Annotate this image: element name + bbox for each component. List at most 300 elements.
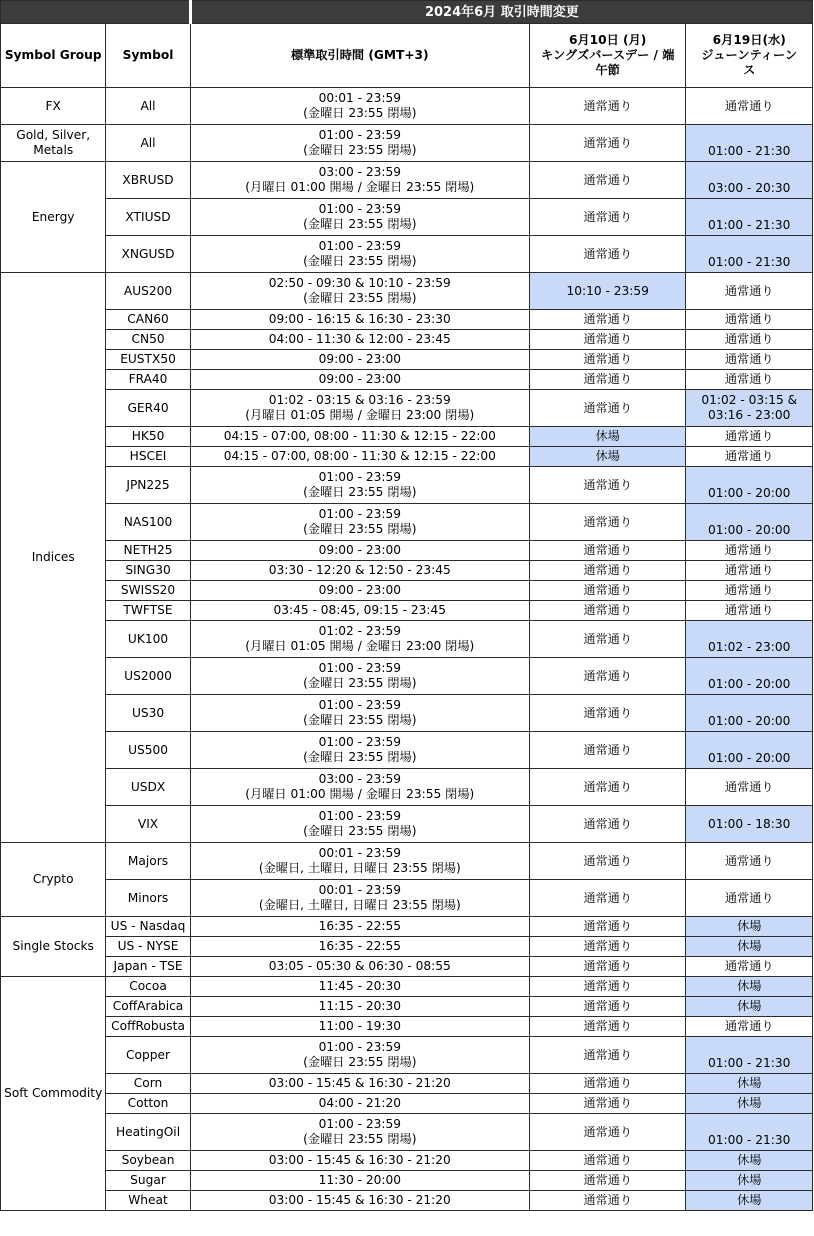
symbol-group-label: Gold, Silver,	[16, 128, 91, 142]
june-19-cell	[686, 390, 813, 427]
standard-hours-line: 01:00 - 23:59	[318, 128, 401, 142]
symbol-cell: Copper	[106, 1037, 190, 1074]
table-row	[1, 997, 813, 1017]
june-10-value: 通常通り	[583, 742, 633, 757]
standard-hours-line: 03:00 - 15:45 & 16:30 - 21:20	[268, 1076, 451, 1090]
symbol-cell: Wheat	[106, 1191, 190, 1211]
june-10-cell	[529, 1171, 686, 1191]
symbol-group-label: Metals	[33, 143, 74, 157]
symbol-cell: AUS200	[106, 273, 190, 310]
june-19-cell	[686, 370, 813, 390]
june-10-cell	[529, 1037, 686, 1074]
symbol-cell: CAN60	[106, 310, 190, 330]
standard-hours-line: 00:01 - 23:59	[318, 91, 401, 105]
june-19-value: 通常通り	[724, 563, 774, 577]
symbol-group-cell	[1, 917, 106, 977]
table-row	[1, 695, 813, 732]
june-10-cell	[529, 125, 686, 162]
june-19-cell	[686, 447, 813, 467]
header-june-19-line: 6月19日(水)	[712, 33, 786, 47]
june-19-value: 通常通り	[724, 283, 774, 298]
june-19-cell	[686, 977, 813, 997]
june-19-value: 01:02 - 23:00	[708, 640, 791, 654]
june-19-cell	[686, 1151, 813, 1171]
june-10-value: 通常通り	[583, 246, 633, 261]
june-10-value: 通常通り	[583, 919, 633, 933]
table-row	[1, 880, 813, 917]
june-10-cell	[529, 273, 686, 310]
june-19-value: 通常通り	[724, 603, 774, 617]
table-row	[1, 561, 813, 581]
june-19-cell	[686, 427, 813, 447]
standard-hours-line: 04:15 - 07:00, 08:00 - 11:30 & 12:15 - 22:00	[223, 429, 496, 443]
june-19-value: 通常通り	[724, 543, 774, 557]
symbol-cell: TWFTSE	[106, 601, 190, 621]
june-19-value: 01:00 - 20:00	[708, 677, 791, 691]
june-10-value: 10:10 - 23:59	[566, 283, 649, 298]
june-19-value: 01:02 - 03:15 &	[701, 393, 798, 407]
symbol-cell: HK50	[106, 427, 190, 447]
standard-hours-cell	[190, 370, 529, 390]
table-row	[1, 601, 813, 621]
standard-hours-cell	[190, 561, 529, 581]
june-19-value: 通常通り	[724, 429, 774, 443]
june-10-cell	[529, 310, 686, 330]
june-19-value: 休場	[737, 1076, 762, 1090]
symbol-group-label: Crypto	[32, 872, 74, 886]
june-19-value: 通常通り	[724, 352, 774, 366]
symbol-cell: XBRUSD	[106, 162, 190, 199]
standard-hours-line: 16:35 - 22:55	[318, 919, 401, 933]
june-19-value: 通常通り	[724, 312, 774, 326]
standard-hours-line: 03:00 - 15:45 & 16:30 - 21:20	[268, 1153, 451, 1167]
june-19-cell	[686, 769, 813, 806]
standard-hours-cell	[190, 806, 529, 843]
june-19-cell	[686, 917, 813, 937]
june-10-cell	[529, 1114, 686, 1151]
header-standard-hours: 標準取引時間 (GMT+3)	[190, 24, 529, 88]
symbol-cell: HSCEI	[106, 447, 190, 467]
june-10-value: 通常通り	[583, 209, 633, 224]
symbol-cell: NETH25	[106, 541, 190, 561]
table-row	[1, 806, 813, 843]
header-symbol-group: Symbol Group	[1, 24, 106, 88]
table-row	[1, 917, 813, 937]
standard-hours-line: (金曜日 23:55 閉場)	[303, 1132, 417, 1146]
standard-hours-line: 01:02 - 23:59	[318, 624, 401, 638]
june-19-value: 01:00 - 20:00	[708, 486, 791, 500]
june-10-value: 通常通り	[583, 172, 633, 187]
standard-hours-line: 01:00 - 23:59	[318, 809, 401, 823]
standard-hours-line: 03:45 - 08:45, 09:15 - 23:45	[273, 603, 447, 617]
symbol-cell: US500	[106, 732, 190, 769]
header-june-10-line: 午節	[595, 63, 620, 77]
standard-hours-cell	[190, 769, 529, 806]
symbol-cell: UK100	[106, 621, 190, 658]
table-title: 2024年6月 取引時間変更	[190, 1, 812, 24]
standard-hours-cell	[190, 88, 529, 125]
june-19-cell	[686, 937, 813, 957]
june-19-cell	[686, 1074, 813, 1094]
standard-hours-line: (金曜日 23:55 閉場)	[303, 291, 417, 305]
table-row	[1, 843, 813, 880]
june-10-cell	[529, 467, 686, 504]
june-19-value: 休場	[737, 1153, 762, 1167]
june-10-cell	[529, 957, 686, 977]
june-19-value: 休場	[737, 1193, 762, 1207]
table-row	[1, 1114, 813, 1151]
table-row	[1, 427, 813, 447]
june-10-value: 通常通り	[583, 816, 633, 831]
june-10-value: 通常通り	[583, 705, 633, 720]
symbol-group-cell	[1, 162, 106, 273]
table-row	[1, 504, 813, 541]
june-19-cell	[686, 467, 813, 504]
june-10-value: 通常通り	[583, 603, 633, 617]
table-row	[1, 1094, 813, 1114]
june-19-cell	[686, 1171, 813, 1191]
june-19-cell	[686, 658, 813, 695]
june-19-value: 03:16 - 23:00	[708, 408, 791, 422]
standard-hours-cell	[190, 236, 529, 273]
symbol-cell: USDX	[106, 769, 190, 806]
header-symbol: Symbol	[106, 24, 190, 88]
standard-hours-cell	[190, 1114, 529, 1151]
june-10-cell	[529, 806, 686, 843]
standard-hours-line: (月曜日 01:05 開場 / 金曜日 23:00 閉場)	[245, 408, 475, 422]
standard-hours-line: 01:00 - 23:59	[318, 661, 401, 675]
june-10-value: 通常通り	[583, 999, 633, 1013]
title-row	[1, 1, 813, 24]
june-10-value: 通常通り	[583, 563, 633, 577]
standard-hours-line: 04:00 - 21:20	[318, 1096, 401, 1110]
table-row	[1, 88, 813, 125]
standard-hours-line: 11:45 - 20:30	[318, 979, 401, 993]
june-19-cell	[686, 125, 813, 162]
june-19-cell	[686, 1094, 813, 1114]
table-row	[1, 581, 813, 601]
june-19-cell	[686, 1191, 813, 1211]
standard-hours-line: 11:30 - 20:00	[318, 1173, 401, 1187]
standard-hours-line: (金曜日 23:55 閉場)	[303, 217, 417, 231]
june-19-cell	[686, 957, 813, 977]
june-19-value: 通常通り	[724, 890, 774, 905]
june-10-cell	[529, 1151, 686, 1171]
june-19-cell	[686, 561, 813, 581]
standard-hours-cell	[190, 330, 529, 350]
standard-hours-line: (金曜日 23:55 閉場)	[303, 824, 417, 838]
standard-hours-cell	[190, 843, 529, 880]
june-19-value: 01:00 - 20:00	[708, 714, 791, 728]
table-row	[1, 977, 813, 997]
standard-hours-cell	[190, 937, 529, 957]
june-10-value: 通常通り	[583, 583, 633, 597]
table-row	[1, 330, 813, 350]
standard-hours-line: 01:02 - 03:15 & 03:16 - 23:59	[268, 393, 451, 407]
standard-hours-line: (金曜日 23:55 閉場)	[303, 143, 417, 157]
standard-hours-cell	[190, 310, 529, 330]
june-19-value: 通常通り	[724, 332, 774, 346]
symbol-cell: US - Nasdaq	[106, 917, 190, 937]
june-19-value: 03:00 - 20:30	[708, 181, 791, 195]
june-10-value: 通常通り	[583, 979, 633, 993]
june-10-value: 通常通り	[583, 939, 633, 953]
june-19-value: 休場	[737, 919, 762, 933]
symbol-cell: GER40	[106, 390, 190, 427]
header-june-10-line: 6月10日 (月)	[568, 33, 647, 47]
standard-hours-line: (金曜日 23:55 閉場)	[303, 676, 417, 690]
standard-hours-line: 04:00 - 11:30 & 12:00 - 23:45	[268, 332, 451, 346]
table-row	[1, 769, 813, 806]
june-10-cell	[529, 330, 686, 350]
standard-hours-line: (金曜日 23:55 閉場)	[303, 713, 417, 727]
june-10-cell	[529, 977, 686, 997]
june-19-cell	[686, 695, 813, 732]
june-19-cell	[686, 88, 813, 125]
standard-hours-line: 11:15 - 20:30	[318, 999, 401, 1013]
june-10-cell	[529, 561, 686, 581]
symbol-cell: All	[106, 88, 190, 125]
june-10-cell	[529, 1094, 686, 1114]
june-19-value: 01:00 - 21:30	[708, 144, 791, 158]
standard-hours-cell	[190, 1017, 529, 1037]
symbol-cell: HeatingOil	[106, 1114, 190, 1151]
symbol-group-label: Single Stocks	[12, 939, 94, 953]
standard-hours-line: 16:35 - 22:55	[318, 939, 401, 953]
june-10-cell	[529, 732, 686, 769]
june-19-cell	[686, 843, 813, 880]
header-june-19-line: ス	[743, 63, 756, 77]
table-row	[1, 310, 813, 330]
symbol-cell: US30	[106, 695, 190, 732]
symbol-cell: NAS100	[106, 504, 190, 541]
june-19-cell	[686, 541, 813, 561]
june-10-cell	[529, 447, 686, 467]
june-10-cell	[529, 997, 686, 1017]
table-row	[1, 350, 813, 370]
standard-hours-cell	[190, 504, 529, 541]
june-10-value: 通常通り	[583, 135, 633, 150]
standard-hours-cell	[190, 1094, 529, 1114]
june-10-value: 通常通り	[583, 1047, 633, 1062]
symbol-cell: JPN225	[106, 467, 190, 504]
standard-hours-line: 02:50 - 09:30 & 10:10 - 23:59	[268, 276, 451, 290]
table-row	[1, 621, 813, 658]
table-row	[1, 1017, 813, 1037]
june-10-value: 通常通り	[583, 543, 633, 557]
june-10-cell	[529, 370, 686, 390]
table-row	[1, 236, 813, 273]
june-19-value: 01:00 - 21:30	[708, 218, 791, 232]
june-19-value: 通常通り	[724, 1019, 774, 1033]
standard-hours-line: 09:00 - 23:00	[318, 352, 401, 366]
standard-hours-line: 00:01 - 23:59	[318, 846, 401, 860]
symbol-cell: Minors	[106, 880, 190, 917]
june-19-cell	[686, 732, 813, 769]
symbol-cell: XNGUSD	[106, 236, 190, 273]
june-19-value: 01:00 - 20:00	[708, 751, 791, 765]
june-10-value: 通常通り	[583, 372, 633, 386]
june-19-cell	[686, 997, 813, 1017]
symbol-cell: FRA40	[106, 370, 190, 390]
june-19-cell	[686, 1037, 813, 1074]
standard-hours-line: 01:00 - 23:59	[318, 202, 401, 216]
june-19-cell	[686, 310, 813, 330]
june-19-value: 01:00 - 21:30	[708, 1133, 791, 1147]
june-10-cell	[529, 390, 686, 427]
standard-hours-line: 04:15 - 07:00, 08:00 - 11:30 & 12:15 - 22:00	[223, 449, 496, 463]
symbol-cell: US2000	[106, 658, 190, 695]
standard-hours-line: (月曜日 01:00 開場 / 金曜日 23:55 閉場)	[245, 180, 475, 194]
june-10-cell	[529, 236, 686, 273]
table-row	[1, 370, 813, 390]
table-row	[1, 447, 813, 467]
june-10-cell	[529, 541, 686, 561]
standard-hours-line: 01:00 - 23:59	[318, 470, 401, 484]
june-10-cell	[529, 1074, 686, 1094]
symbol-cell: Cocoa	[106, 977, 190, 997]
june-19-cell	[686, 199, 813, 236]
june-10-cell	[529, 350, 686, 370]
june-10-cell	[529, 427, 686, 447]
standard-hours-line: (月曜日 01:05 開場 / 金曜日 23:00 閉場)	[245, 639, 475, 653]
june-19-value: 通常通り	[724, 372, 774, 386]
june-10-cell	[529, 581, 686, 601]
june-19-cell	[686, 504, 813, 541]
june-10-value: 休場	[595, 429, 620, 443]
symbol-cell: SING30	[106, 561, 190, 581]
standard-hours-cell	[190, 601, 529, 621]
standard-hours-line: (金曜日, 土曜日, 日曜日 23:55 閉場)	[258, 898, 461, 912]
header-june-10-line: キングズバースデー / 端	[540, 48, 675, 62]
june-19-value: 通常通り	[724, 853, 774, 868]
standard-hours-line: 03:00 - 23:59	[318, 165, 401, 179]
standard-hours-line: (金曜日 23:55 閉場)	[303, 522, 417, 536]
symbol-group-cell	[1, 843, 106, 917]
standard-hours-line: 01:00 - 23:59	[318, 1117, 401, 1131]
standard-hours-cell	[190, 880, 529, 917]
june-10-cell	[529, 88, 686, 125]
standard-hours-line: (金曜日 23:55 閉場)	[303, 485, 417, 499]
symbol-cell: Corn	[106, 1074, 190, 1094]
june-10-value: 通常通り	[583, 631, 633, 646]
june-19-cell	[686, 601, 813, 621]
june-10-value: 通常通り	[583, 959, 633, 973]
standard-hours-cell	[190, 695, 529, 732]
table-row	[1, 1191, 813, 1211]
symbol-cell: XTIUSD	[106, 199, 190, 236]
standard-hours-cell	[190, 732, 529, 769]
table-row	[1, 467, 813, 504]
standard-hours-line: 01:00 - 23:59	[318, 507, 401, 521]
june-10-value: 通常通り	[583, 1193, 633, 1207]
standard-hours-line: (金曜日 23:55 閉場)	[303, 254, 417, 268]
june-10-cell	[529, 1191, 686, 1211]
standard-hours-cell	[190, 390, 529, 427]
june-10-value: 通常通り	[583, 98, 633, 113]
june-10-value: 通常通り	[583, 1124, 633, 1139]
june-19-cell	[686, 236, 813, 273]
june-19-cell	[686, 162, 813, 199]
june-19-cell	[686, 350, 813, 370]
table-row	[1, 937, 813, 957]
june-19-cell	[686, 1114, 813, 1151]
standard-hours-cell	[190, 541, 529, 561]
june-19-value: 休場	[737, 979, 762, 993]
standard-hours-line: (金曜日, 土曜日, 日曜日 23:55 閉場)	[258, 861, 461, 875]
standard-hours-line: 03:05 - 05:30 & 06:30 - 08:55	[268, 959, 451, 973]
june-10-cell	[529, 937, 686, 957]
june-10-value: 通常通り	[583, 668, 633, 683]
june-10-cell	[529, 621, 686, 658]
june-19-value: 01:00 - 20:00	[708, 523, 791, 537]
standard-hours-line: 01:00 - 23:59	[318, 1040, 401, 1054]
standard-hours-cell	[190, 621, 529, 658]
standard-hours-line: (金曜日 23:55 閉場)	[303, 750, 417, 764]
june-19-value: 通常通り	[724, 98, 774, 113]
symbol-cell: CoffRobusta	[106, 1017, 190, 1037]
june-19-value: 通常通り	[724, 583, 774, 597]
table-row	[1, 1171, 813, 1191]
standard-hours-cell	[190, 917, 529, 937]
june-10-value: 通常通り	[583, 477, 633, 492]
standard-hours-cell	[190, 658, 529, 695]
standard-hours-cell	[190, 199, 529, 236]
symbol-group-cell	[1, 88, 106, 125]
symbol-cell: Majors	[106, 843, 190, 880]
june-10-value: 通常通り	[583, 890, 633, 905]
standard-hours-cell	[190, 977, 529, 997]
table-row	[1, 162, 813, 199]
june-10-value: 通常通り	[583, 779, 633, 794]
standard-hours-cell	[190, 1151, 529, 1171]
june-10-value: 通常通り	[583, 1019, 633, 1033]
standard-hours-line: (金曜日 23:55 閉場)	[303, 1055, 417, 1069]
june-19-cell	[686, 880, 813, 917]
june-10-value: 通常通り	[583, 514, 633, 529]
symbol-cell: All	[106, 125, 190, 162]
symbol-cell: Japan - TSE	[106, 957, 190, 977]
standard-hours-line: (金曜日 23:55 閉場)	[303, 106, 417, 120]
symbol-cell: VIX	[106, 806, 190, 843]
standard-hours-cell	[190, 427, 529, 447]
symbol-cell: CN50	[106, 330, 190, 350]
standard-hours-line: 03:30 - 12:20 & 12:50 - 23:45	[268, 563, 451, 577]
standard-hours-cell	[190, 997, 529, 1017]
table-row	[1, 541, 813, 561]
header-june-19	[686, 24, 813, 88]
june-10-value: 通常通り	[583, 1096, 633, 1110]
symbol-group-label: FX	[45, 98, 61, 113]
june-19-value: 通常通り	[724, 779, 774, 794]
symbol-cell: EUSTX50	[106, 350, 190, 370]
standard-hours-line: 09:00 - 16:15 & 16:30 - 23:30	[268, 312, 451, 326]
table-row	[1, 658, 813, 695]
standard-hours-cell	[190, 350, 529, 370]
standard-hours-line: 09:00 - 23:00	[318, 372, 401, 386]
standard-hours-line: (月曜日 01:00 開場 / 金曜日 23:55 閉場)	[245, 787, 475, 801]
symbol-group-label: Indices	[31, 550, 75, 564]
symbol-cell: CoffArabica	[106, 997, 190, 1017]
june-19-cell	[686, 330, 813, 350]
standard-hours-cell	[190, 447, 529, 467]
standard-hours-line: 01:00 - 23:59	[318, 735, 401, 749]
june-19-value: 01:00 - 21:30	[708, 255, 791, 269]
june-10-cell	[529, 199, 686, 236]
standard-hours-cell	[190, 1037, 529, 1074]
june-10-cell	[529, 601, 686, 621]
table-row	[1, 1151, 813, 1171]
